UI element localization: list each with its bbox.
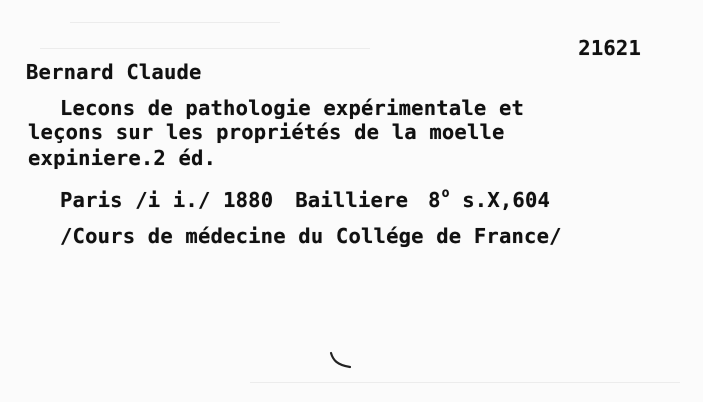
imprint-line (60, 186, 550, 212)
imprint-publisher: Bailliere (295, 188, 409, 212)
imprint-format: 8 (428, 188, 441, 212)
title-line-2: leçons sur les propriétés de la moelle (28, 120, 505, 144)
author-heading: Bernard Claude (26, 60, 202, 84)
imprint-place: Paris /i i./ (60, 188, 211, 212)
imprint-year: 1880 (223, 188, 274, 212)
series-statement: /Cours de médecine du Collége de France/ (60, 224, 562, 248)
ghost-rule (70, 22, 280, 23)
call-number: 21621 (578, 36, 641, 60)
ghost-rule (250, 382, 680, 383)
ghost-rule (40, 48, 370, 49)
title-line-1: Lecons de pathologie expérimentale et (60, 96, 525, 120)
pen-hook-mark (328, 350, 354, 372)
imprint-format-superscript: o (441, 186, 450, 201)
title-line-3: expiniere.2 éd. (28, 146, 217, 170)
imprint-pages: s.X,604 (462, 188, 551, 212)
